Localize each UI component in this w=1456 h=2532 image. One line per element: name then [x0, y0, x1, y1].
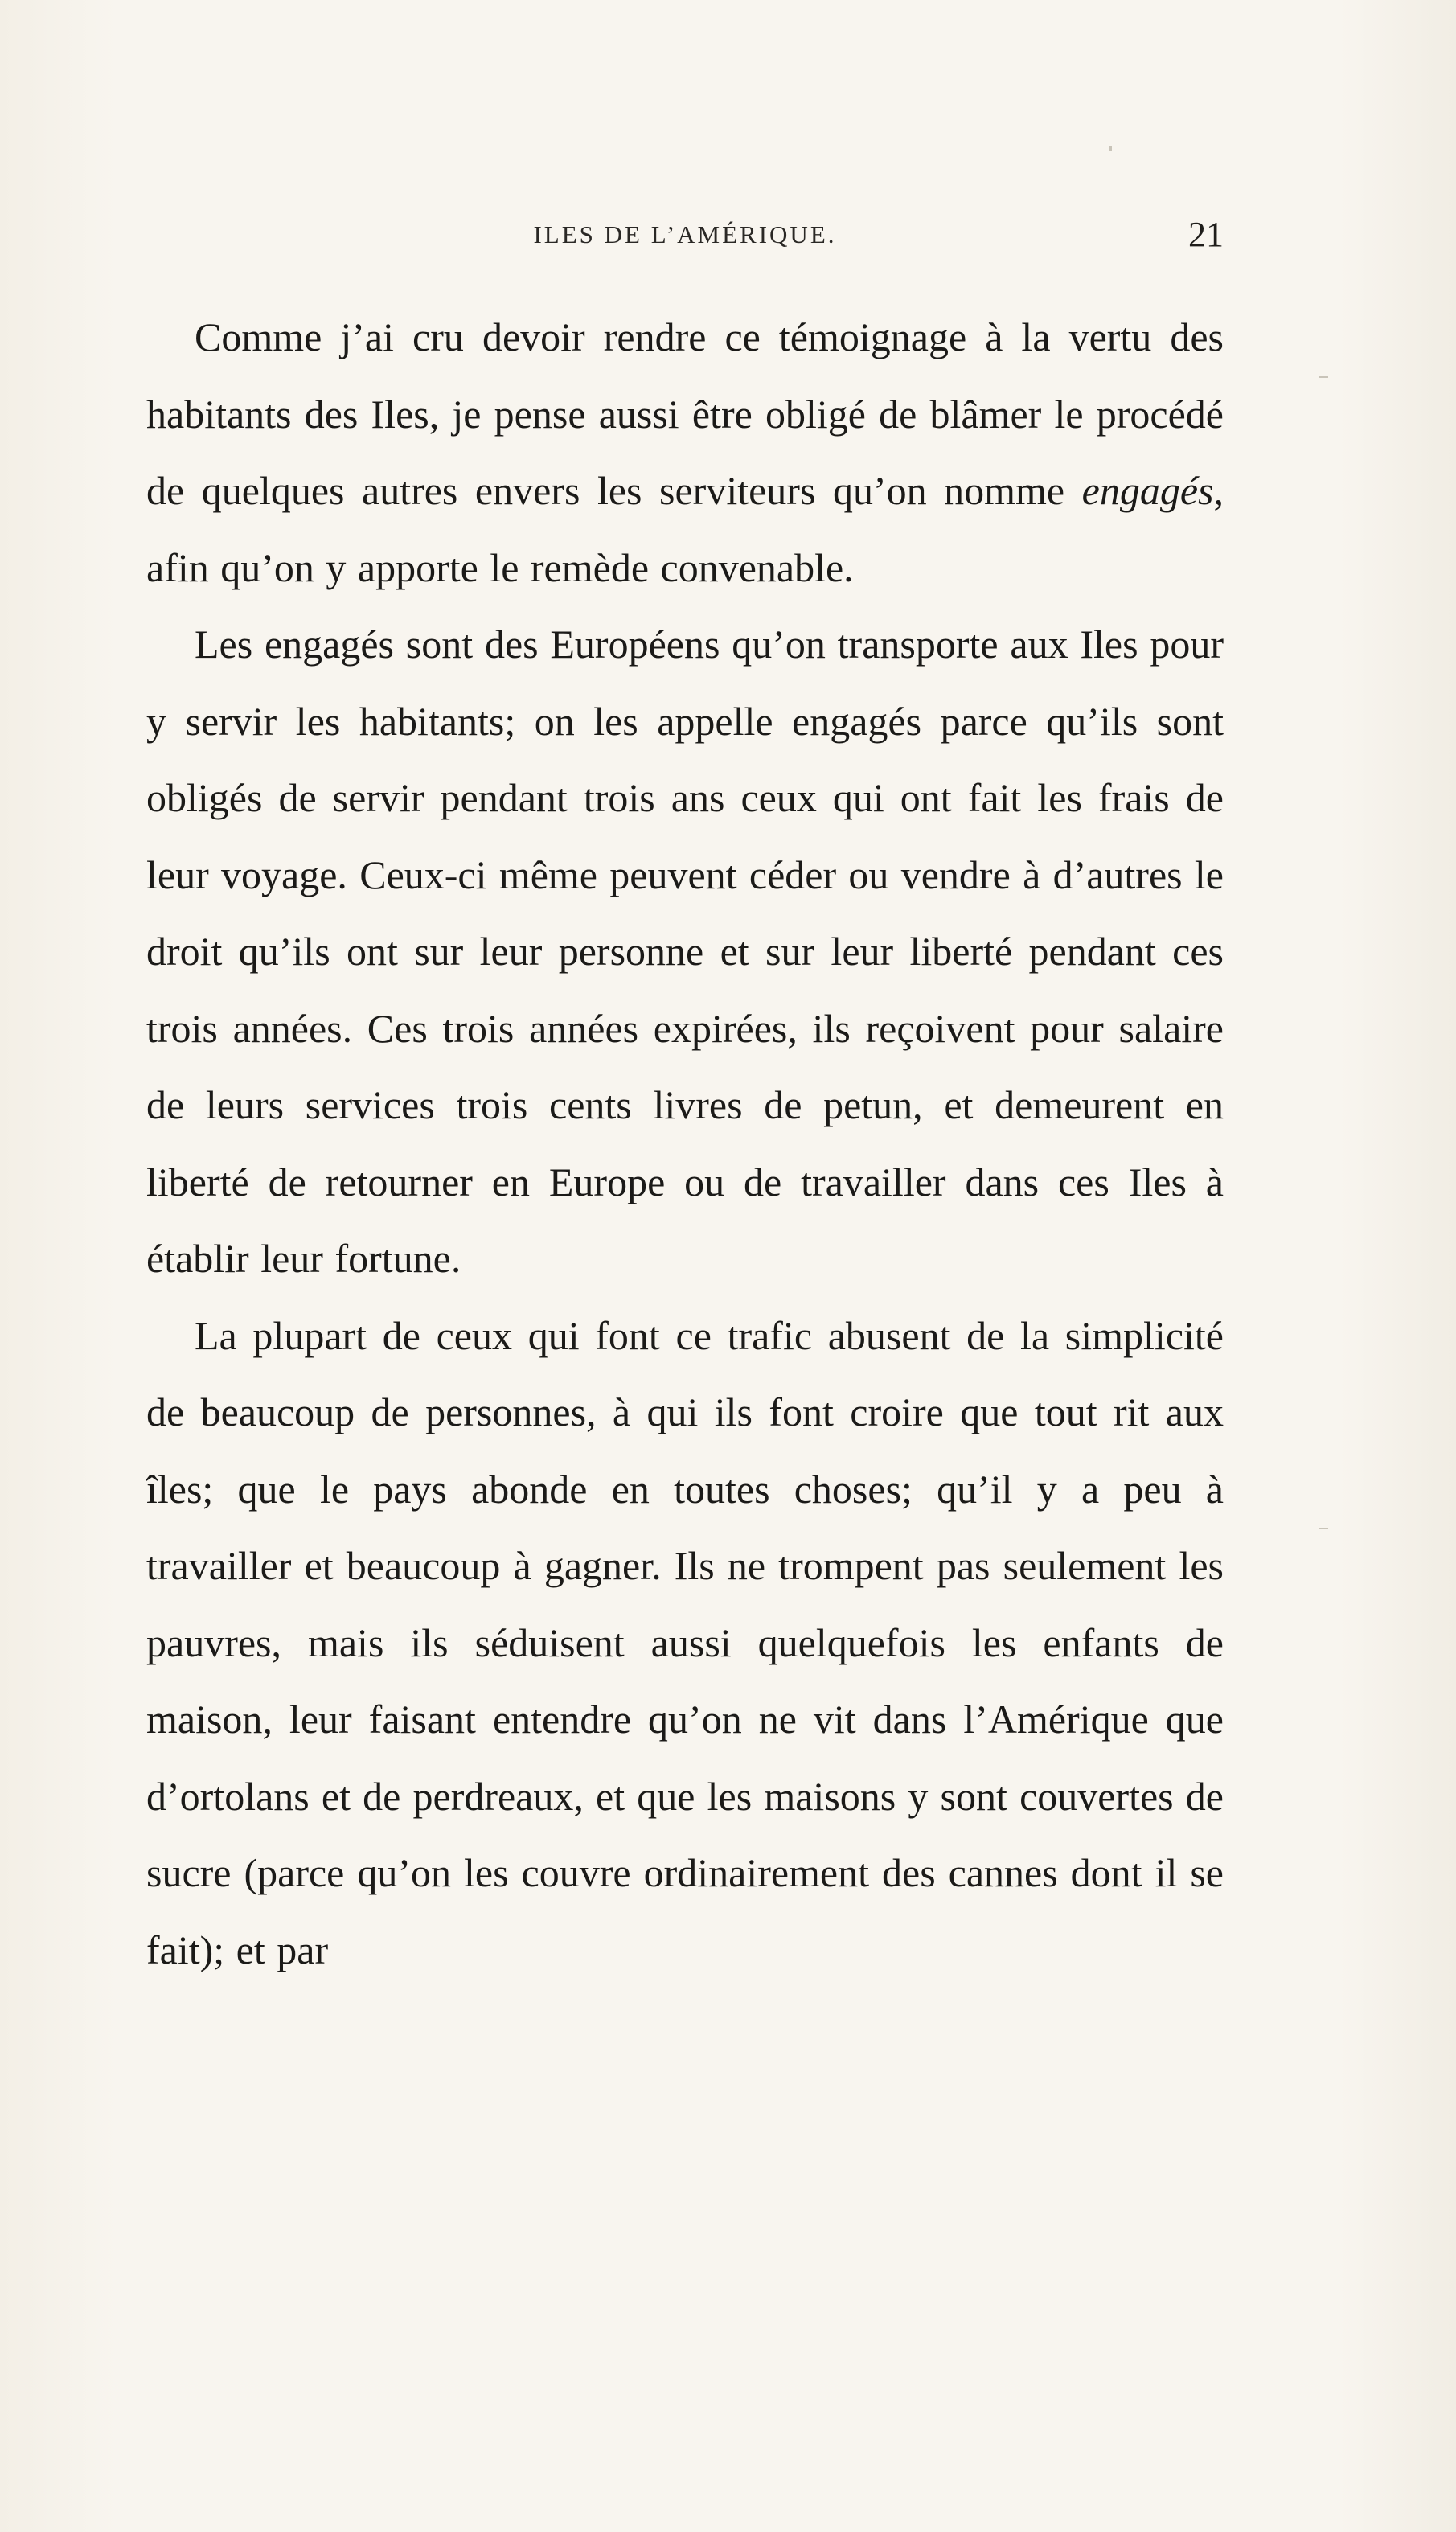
running-head: ILES DE L’AMÉRIQUE. [533, 220, 837, 248]
paragraph-1-start: Comme j’ai cru devoir rendre ce témoignage à la vertu des habitants des Iles, je pense aussi être obligé de blâmer le procédé de quelques autres envers les serviteurs qu’on nomme [146, 314, 1224, 513]
italic-term: engagés [1081, 468, 1214, 513]
paragraph-1-end: , afin qu’on y apporte le remède convenable. [146, 468, 1224, 590]
page-header [146, 211, 1224, 259]
margin-speck [1109, 146, 1112, 151]
paragraph-1 [146, 299, 1224, 606]
margin-tick [1319, 376, 1328, 378]
body-text [146, 299, 1224, 1988]
paragraph-3: La plupart de ceux qui font ce trafic abusent de la simplicité de beaucoup de personnes, à qui ils font croire que tout rit aux îles; que le pays abonde en toutes choses; qu’il y a peu à travailler et beaucoup à gagner. Ils ne trompent pas seulement les pauvres, mais ils séduisent aussi quelquefois les enfants de maison, leur faisant entendre qu’on ne vit dans l’Amérique que d’ortolans et de perdreaux, et que les maisons y sont couvertes de sucre (parce qu’on les couvre ordinairement des cannes dont il se fait); et par [146, 1312, 1224, 1972]
margin-tick [1319, 1528, 1328, 1529]
paragraph-2: Les engagés sont des Européens qu’on transporte aux Iles pour y servir les habitants; on les appelle engagés parce qu’ils sont obligés de servir pendant trois ans ceux qui ont fait les frais de leur voyage. Ceux-ci même peuvent céder ou vendre à d’autres le droit qu’ils ont sur leur personne et sur leur liberté pendant ces trois années. Ces trois années expirées, ils reçoivent pour salaire de leurs services trois cents livres de petun, et demeurent en liberté de retourner en Europe ou de travailler dans ces Iles à établir leur fortune. [146, 622, 1224, 1281]
page-number: 21 [1188, 215, 1224, 254]
